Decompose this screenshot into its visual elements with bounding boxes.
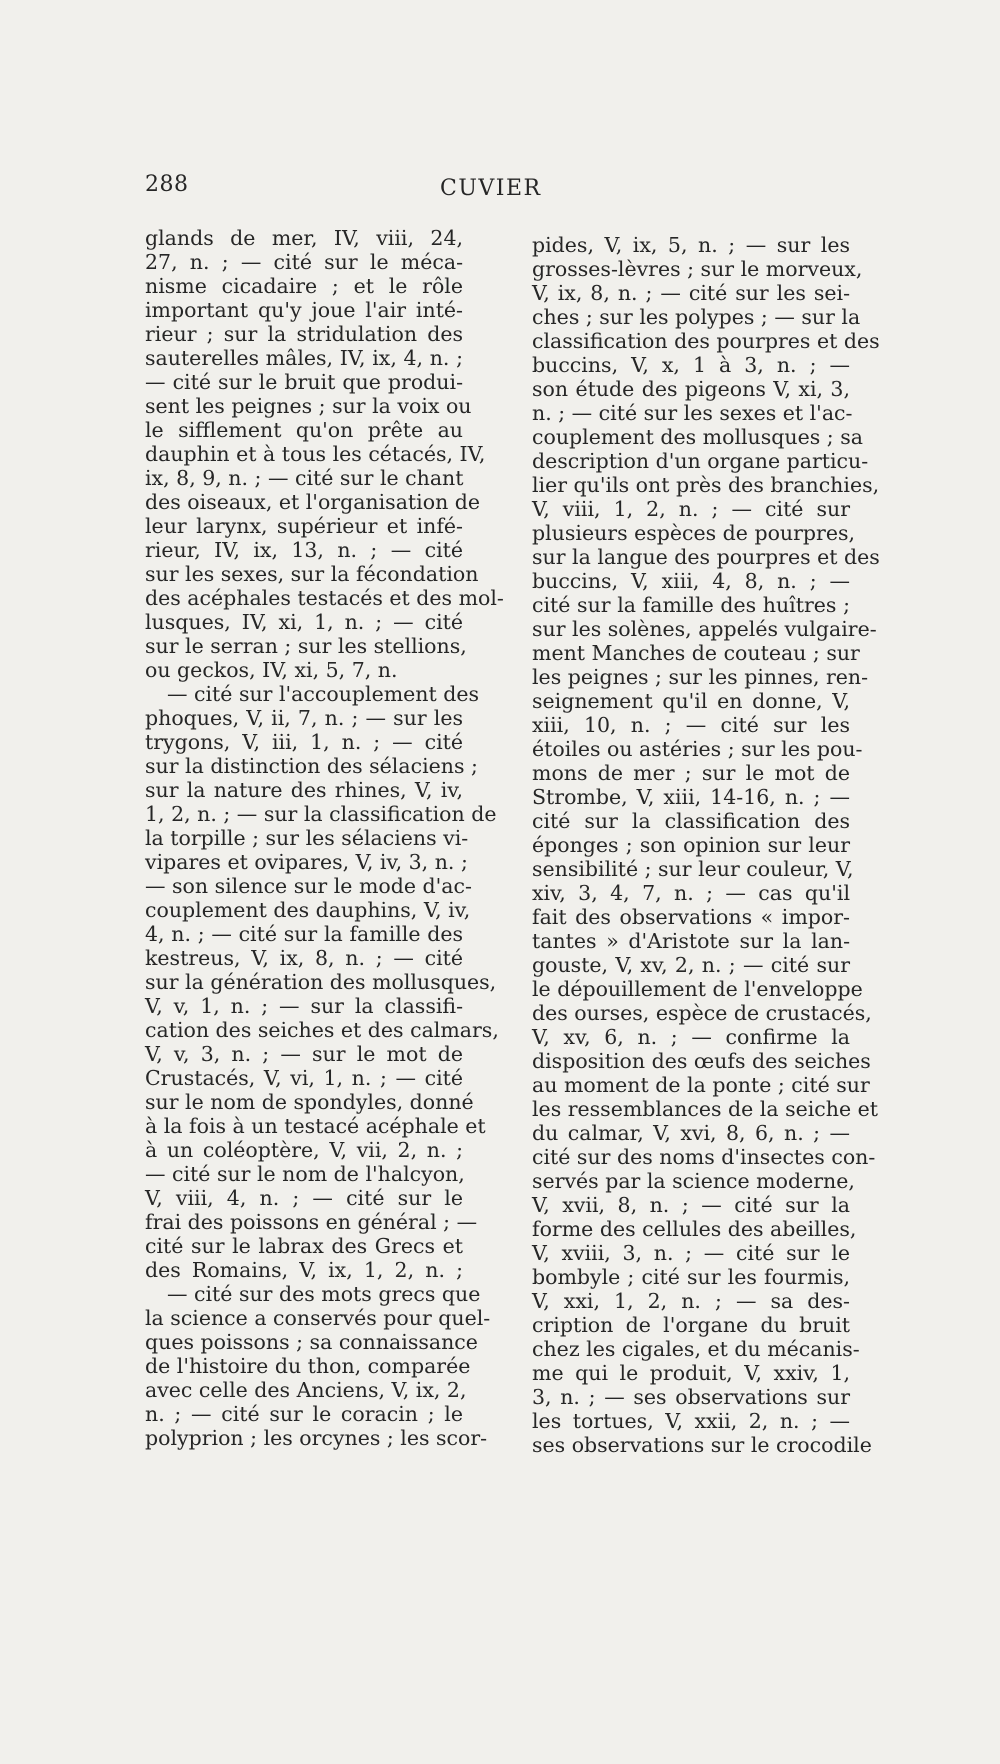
text-line: important qu'y joue l'air inté- bbox=[145, 298, 463, 322]
text-line: sensibilité ; sur leur couleur, V, bbox=[532, 857, 854, 881]
text-line: des ourses, espèce de crustacés, bbox=[532, 1001, 872, 1025]
text-line: ment Manches de couteau ; sur bbox=[532, 641, 860, 665]
text-line: fait des observations « impor- bbox=[532, 905, 850, 929]
text-line: sur la distinction des sélaciens ; bbox=[145, 754, 478, 778]
text-line: sur les sexes, sur la fécondation bbox=[145, 562, 479, 586]
text-line: le dépouillement de l'enveloppe bbox=[532, 977, 863, 1001]
text-line: xiv, 3, 4, 7, n. ; — cas qu'il bbox=[532, 881, 850, 905]
text-line: V, v, 3, n. ; — sur le mot de bbox=[145, 1042, 463, 1066]
text-line: glands de mer, IV, viii, 24, bbox=[145, 226, 463, 250]
text-line: mons de mer ; sur le mot de bbox=[532, 761, 850, 785]
right-text-column bbox=[532, 233, 880, 1457]
text-line: sauterelles mâles, IV, ix, 4, n. ; bbox=[145, 346, 463, 370]
text-line: buccins, V, x, 1 à 3, n. ; — bbox=[532, 353, 850, 377]
text-line: plusieurs espèces de pourpres, bbox=[532, 521, 856, 545]
text-line: leur larynx, supérieur et infé- bbox=[145, 514, 463, 538]
text-line: description d'un organe particu- bbox=[532, 449, 869, 473]
text-line: à la fois à un testacé acéphale et bbox=[145, 1114, 486, 1138]
text-line: Strombe, V, xiii, 14-16, n. ; — bbox=[532, 785, 850, 809]
text-line: ches ; sur les polypes ; — sur la bbox=[532, 305, 861, 329]
text-line: sur la langue des pourpres et des bbox=[532, 545, 880, 569]
text-line: lusques, IV, xi, 1, n. ; — cité bbox=[145, 610, 463, 634]
text-line: xiii, 10, n. ; — cité sur les bbox=[532, 713, 850, 737]
text-line: seignement qu'il en donne, V, bbox=[532, 689, 850, 713]
text-line: — son silence sur le mode d'ac- bbox=[145, 874, 472, 898]
text-line: la torpille ; sur les sélaciens vi- bbox=[145, 826, 469, 850]
text-line: — cité sur le bruit que produi- bbox=[145, 370, 463, 394]
text-line: le sifflement qu'on prête au bbox=[145, 418, 463, 442]
text-line: — cité sur l'accouplement des bbox=[167, 682, 480, 706]
text-line: polyprion ; les orcynes ; les scor- bbox=[145, 1426, 488, 1450]
text-line: disposition des œufs des seiches bbox=[532, 1049, 871, 1073]
text-line: — cité sur le nom de l'halcyon, bbox=[145, 1162, 465, 1186]
text-line: couplement des mollusques ; sa bbox=[532, 425, 863, 449]
text-line: V, xxi, 1, 2, n. ; — sa des- bbox=[532, 1289, 850, 1313]
text-line: cation des seiches et des calmars, bbox=[145, 1018, 499, 1042]
text-line: tantes » d'Aristote sur la lan- bbox=[532, 929, 850, 953]
text-line: cription de l'organe du bruit bbox=[532, 1313, 850, 1337]
text-line: Crustacés, V, vi, 1, n. ; — cité bbox=[145, 1066, 463, 1090]
text-line: V, v, 1, n. ; — sur la classifi- bbox=[145, 994, 463, 1018]
text-line: sur les solènes, appelés vulgaire- bbox=[532, 617, 877, 641]
text-line: la science a conservés pour quel- bbox=[145, 1306, 491, 1330]
text-line: dauphin et à tous les cétacés, IV, bbox=[145, 442, 486, 466]
text-line: à un coléoptère, V, vii, 2, n. ; bbox=[145, 1138, 463, 1162]
text-line: 27, n. ; — cité sur le méca- bbox=[145, 250, 463, 274]
text-line: vipares et ovipares, V, iv, 3, n. ; bbox=[145, 850, 468, 874]
text-line: sur le nom de spondyles, donné bbox=[145, 1090, 474, 1114]
text-line: sur le serran ; sur les stellions, bbox=[145, 634, 467, 658]
text-line: ses observations sur le crocodile bbox=[532, 1433, 872, 1457]
text-line: frai des poissons en général ; — bbox=[145, 1210, 478, 1234]
text-line: V, xviii, 3, n. ; — cité sur le bbox=[532, 1241, 850, 1265]
text-line: cité sur le labrax des Grecs et bbox=[145, 1234, 463, 1258]
text-line: sur la génération des mollusques, bbox=[145, 970, 497, 994]
text-line: — cité sur des mots grecs que bbox=[167, 1282, 481, 1306]
text-line: rieur ; sur la stridulation des bbox=[145, 322, 463, 346]
text-line: les ressemblances de la seiche et bbox=[532, 1097, 878, 1121]
text-line: pides, V, ix, 5, n. ; — sur les bbox=[532, 233, 850, 257]
text-line: éponges ; son opinion sur leur bbox=[532, 833, 850, 857]
text-line: couplement des dauphins, V, iv, bbox=[145, 898, 471, 922]
text-line: classification des pourpres et des bbox=[532, 329, 880, 353]
text-line: cité sur la classification des bbox=[532, 809, 850, 833]
text-line: cité sur la famille des huîtres ; bbox=[532, 593, 850, 617]
text-line: rieur, IV, ix, 13, n. ; — cité bbox=[145, 538, 463, 562]
text-line: n. ; — cité sur les sexes et l'ac- bbox=[532, 401, 853, 425]
text-line: me qui le produit, V, xxiv, 1, bbox=[532, 1361, 850, 1385]
text-line: cité sur des noms d'insectes con- bbox=[532, 1145, 876, 1169]
text-line: 1, 2, n. ; — sur la classification de bbox=[145, 802, 497, 826]
text-line: ou geckos, IV, xi, 5, 7, n. bbox=[145, 658, 398, 682]
text-line: son étude des pigeons V, xi, 3, bbox=[532, 377, 850, 401]
text-line: 4, n. ; — cité sur la famille des bbox=[145, 922, 463, 946]
text-line: des oiseaux, et l'organisation de bbox=[145, 490, 481, 514]
text-line: 3, n. ; — ses observations sur bbox=[532, 1385, 850, 1409]
text-line: gouste, V, xv, 2, n. ; — cité sur bbox=[532, 953, 850, 977]
text-line: avec celle des Anciens, V, ix, 2, bbox=[145, 1378, 467, 1402]
text-line: V, xvii, 8, n. ; — cité sur la bbox=[532, 1193, 850, 1217]
text-line: V, ix, 8, n. ; — cité sur les sei- bbox=[532, 281, 850, 305]
text-line: V, xv, 6, n. ; — confirme la bbox=[532, 1025, 850, 1049]
text-line: chez les cigales, et du mécanis- bbox=[532, 1337, 860, 1361]
text-line: bombyle ; cité sur les fourmis, bbox=[532, 1265, 850, 1289]
text-line: sent les peignes ; sur la voix ou bbox=[145, 394, 472, 418]
text-line: les tortues, V, xxii, 2, n. ; — bbox=[532, 1409, 850, 1433]
text-line: du calmar, V, xvi, 8, 6, n. ; — bbox=[532, 1121, 850, 1145]
text-line: nisme cicadaire ; et le rôle bbox=[145, 274, 463, 298]
text-line: V, viii, 4, n. ; — cité sur le bbox=[145, 1186, 463, 1210]
text-line: des acéphales testacés et des mol- bbox=[145, 586, 504, 610]
text-line: les peignes ; sur les pinnes, ren- bbox=[532, 665, 869, 689]
running-title: CUVIER bbox=[440, 176, 542, 201]
text-line: ix, 8, 9, n. ; — cité sur le chant bbox=[145, 466, 464, 490]
text-line: forme des cellules des abeilles, bbox=[532, 1217, 857, 1241]
text-line: buccins, V, xiii, 4, 8, n. ; — bbox=[532, 569, 850, 593]
text-line: au moment de la ponte ; cité sur bbox=[532, 1073, 870, 1097]
page-number: 288 bbox=[145, 172, 189, 197]
text-line: des Romains, V, ix, 1, 2, n. ; bbox=[145, 1258, 463, 1282]
text-line: lier qu'ils ont près des branchies, bbox=[532, 473, 880, 497]
text-line: phoques, V, ii, 7, n. ; — sur les bbox=[145, 706, 463, 730]
text-line: servés par la science moderne, bbox=[532, 1169, 855, 1193]
text-line: sur la nature des rhines, V, iv, bbox=[145, 778, 463, 802]
text-line: n. ; — cité sur le coracin ; le bbox=[145, 1402, 463, 1426]
text-line: kestreus, V, ix, 8, n. ; — cité bbox=[145, 946, 463, 970]
left-text-column bbox=[145, 226, 504, 1450]
text-line: grosses-lèvres ; sur le morveux, bbox=[532, 257, 863, 281]
text-line: V, viii, 1, 2, n. ; — cité sur bbox=[532, 497, 850, 521]
text-line: étoiles ou astéries ; sur les pou- bbox=[532, 737, 863, 761]
text-line: de l'histoire du thon, comparée bbox=[145, 1354, 471, 1378]
text-line: trygons, V, iii, 1, n. ; — cité bbox=[145, 730, 463, 754]
text-line: ques poissons ; sa connaissance bbox=[145, 1330, 478, 1354]
